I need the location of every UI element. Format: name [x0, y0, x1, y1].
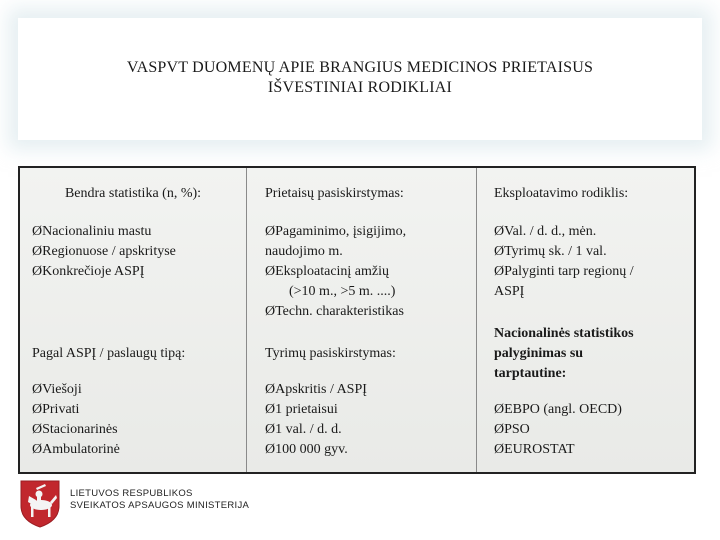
- col1-header2: Pagal ASPĮ / paslaugų tipą:: [32, 346, 186, 361]
- column-divider: [476, 168, 477, 472]
- slide-title: [18, 58, 702, 98]
- list-item: ØRegionuose / apskrityse: [32, 244, 176, 259]
- list-item: ØPrivati: [32, 402, 80, 417]
- list-item: ØViešoji: [32, 382, 82, 397]
- list-item: ØEksploatacinį amžių: [265, 264, 390, 279]
- col2-list2: [265, 380, 367, 460]
- slide-title-line1: VASPVT DUOMENŲ APIE BRANGIUS MEDICINOS PRIETAISUS: [126, 59, 594, 76]
- column-divider: [246, 168, 247, 472]
- col1-header: Bendra statistika (n, %):: [64, 186, 202, 201]
- ministry-name: [70, 488, 249, 512]
- slide-title-line2: IŠVESTINIAI RODIKLIAI: [267, 79, 453, 96]
- list-item: (>10 m., >5 m. ....): [289, 284, 396, 299]
- list-item: Ø1 val. / d. d.: [265, 422, 342, 437]
- list-item: ØTyrimų sk. / 1 val.: [494, 244, 607, 259]
- list-item: Ø1 prietaisui: [265, 402, 338, 417]
- list-item: ØPagaminimo, įsigijimo,: [265, 224, 407, 239]
- col3-header2-line: tarptautine:: [494, 366, 567, 381]
- list-item: ØApskritis / ASPĮ: [265, 382, 367, 397]
- list-item: ØVal. / d. d., mėn.: [494, 224, 597, 239]
- list-item: ØTechn. charakteristikas: [265, 304, 404, 319]
- list-item: ØStacionarinės: [32, 422, 118, 437]
- col3-header: Eksploatavimo rodiklis:: [494, 186, 629, 201]
- col1-list: [32, 222, 176, 282]
- col3-list2: [494, 400, 622, 460]
- col2-header2: Tyrimų pasiskirstymas:: [265, 346, 396, 361]
- col3-header2: [494, 324, 634, 384]
- list-item: ØAmbulatorinė: [32, 442, 120, 457]
- list-item: naudojimo m.: [265, 244, 343, 259]
- list-item: Ø100 000 gyv.: [265, 442, 348, 457]
- col2-header: Prietaisų pasiskirstymas:: [265, 186, 404, 201]
- col3-list: [494, 222, 634, 302]
- col1-list2: [32, 380, 120, 460]
- list-item: ØKonkrečioje ASPĮ: [32, 264, 145, 279]
- list-item: ØEUROSTAT: [494, 442, 575, 457]
- list-item: ØEBPO (angl. OECD): [494, 402, 622, 417]
- coat-of-arms-icon: [18, 478, 62, 528]
- list-item: ØPalyginti tarp regionų /: [494, 264, 634, 279]
- list-item: ØNacionaliniu mastu: [32, 224, 152, 239]
- ministry-name-line1: LIETUVOS RESPUBLIKOS: [70, 488, 193, 499]
- list-item: ØPSO: [494, 422, 530, 437]
- col3-header2-line: Nacionalinės statistikos: [494, 326, 634, 341]
- col3-header2-line: palyginimas su: [494, 346, 584, 361]
- indicator-table: [18, 166, 696, 474]
- ministry-name-line2: SVEIKATOS APSAUGOS MINISTERIJA: [70, 500, 250, 511]
- col2-list: [265, 222, 406, 322]
- list-item: ASPĮ: [494, 284, 525, 299]
